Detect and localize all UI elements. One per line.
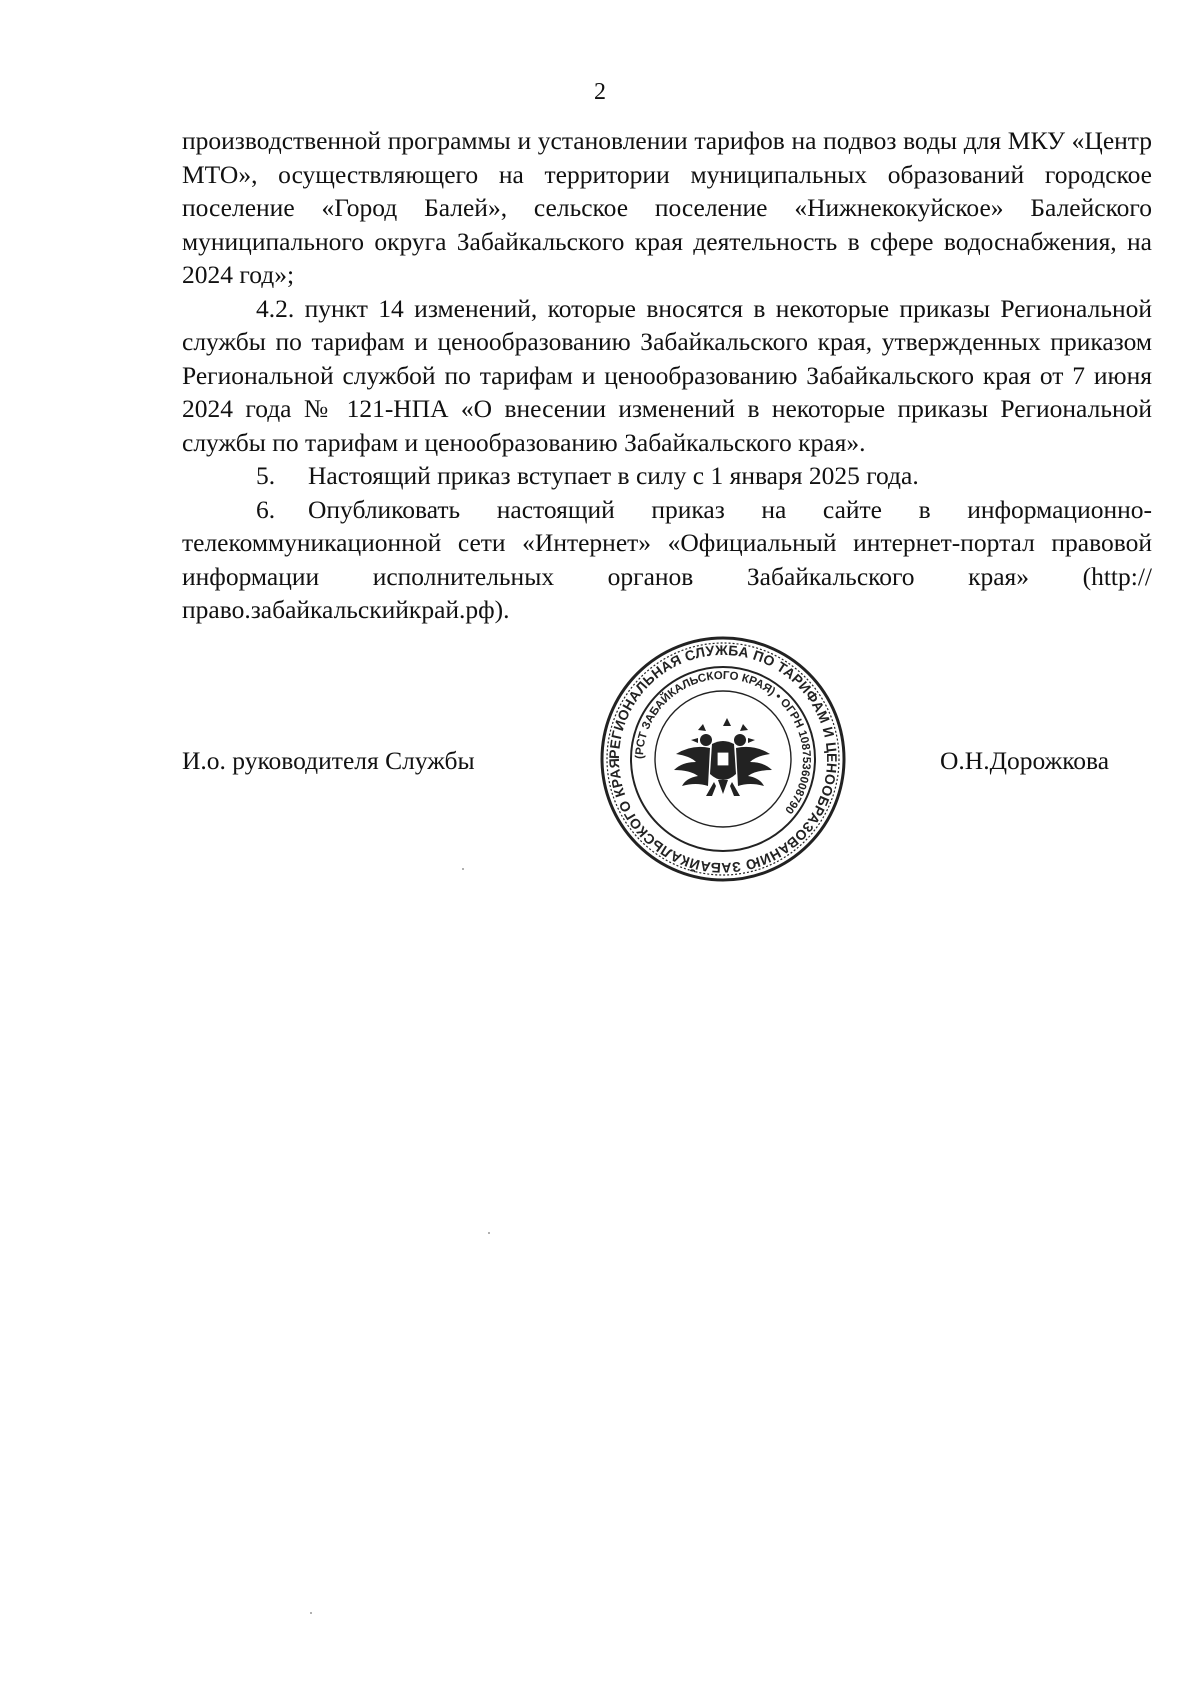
signatory-name: О.Н.Дорожкова (940, 746, 1110, 775)
page-number: 2 (594, 79, 606, 105)
seal-inner-text: (РСТ ЗАБАЙКАЛЬСКОГО КРАЯ) • ОГРН 1087536008790 (633, 669, 813, 816)
item-6-text: Опубликовать настоящий приказ на сайте в информационно-телекоммуникационной сети «Интернет» «Официальный интернет-портал правовой информации исполнительных органов Забайкальского края» (http://право.забайкальскийкрай.рф). (182, 494, 1152, 624)
paragraph-item-4-2: 4.2. пункт 14 изменений, которые вносятся в некоторые приказы Региональной службы по тарифам и ценообразованию Забайкальского края, утвержденных приказом Региональной службой по тарифам и ценообразованию Забайкальского края от 7 июня 2024 года № 121-НПА «О внесении изменений в некоторые приказы Региональной службы по тарифам и ценообразованию Забайкальского края». (182, 293, 1152, 457)
signature-block (0, 630, 1200, 890)
paragraph-item-6 (182, 493, 1152, 627)
paragraph-item-5 (182, 459, 1152, 493)
document-body (182, 124, 1152, 627)
signatory-title: И.о. руководителя Службы (182, 746, 475, 775)
seal-outer-text: РЕГИОНАЛЬНАЯ СЛУЖБА ПО ТАРИФАМ И ЦЕНООБРАЗОВАНИЮ ЗАБАЙКАЛЬСКОГО КРАЯ (605, 641, 841, 877)
double-headed-eagle-icon (674, 718, 772, 796)
item-number-5: 5. (256, 461, 276, 490)
scan-speck (488, 1232, 490, 1234)
item-number-6: 6. (256, 494, 276, 524)
official-seal-icon (598, 634, 848, 884)
scan-speck (310, 1612, 312, 1614)
paragraph-continuation: производственной программы и установлении тарифов на подвоз воды для МКУ «Центр МТО», осуществляющего на территории муниципальных образований городское поселение «Город Балей», сельское поселение «Нижнекокуйское» Балейского муниципального округа Забайкальского края деятельность в сфере водоснабжения, на 2024 год»; (182, 126, 1152, 289)
item-5-text: Настоящий приказ вступает в силу с 1 января 2025 года. (308, 461, 919, 490)
scan-speck (462, 868, 464, 870)
